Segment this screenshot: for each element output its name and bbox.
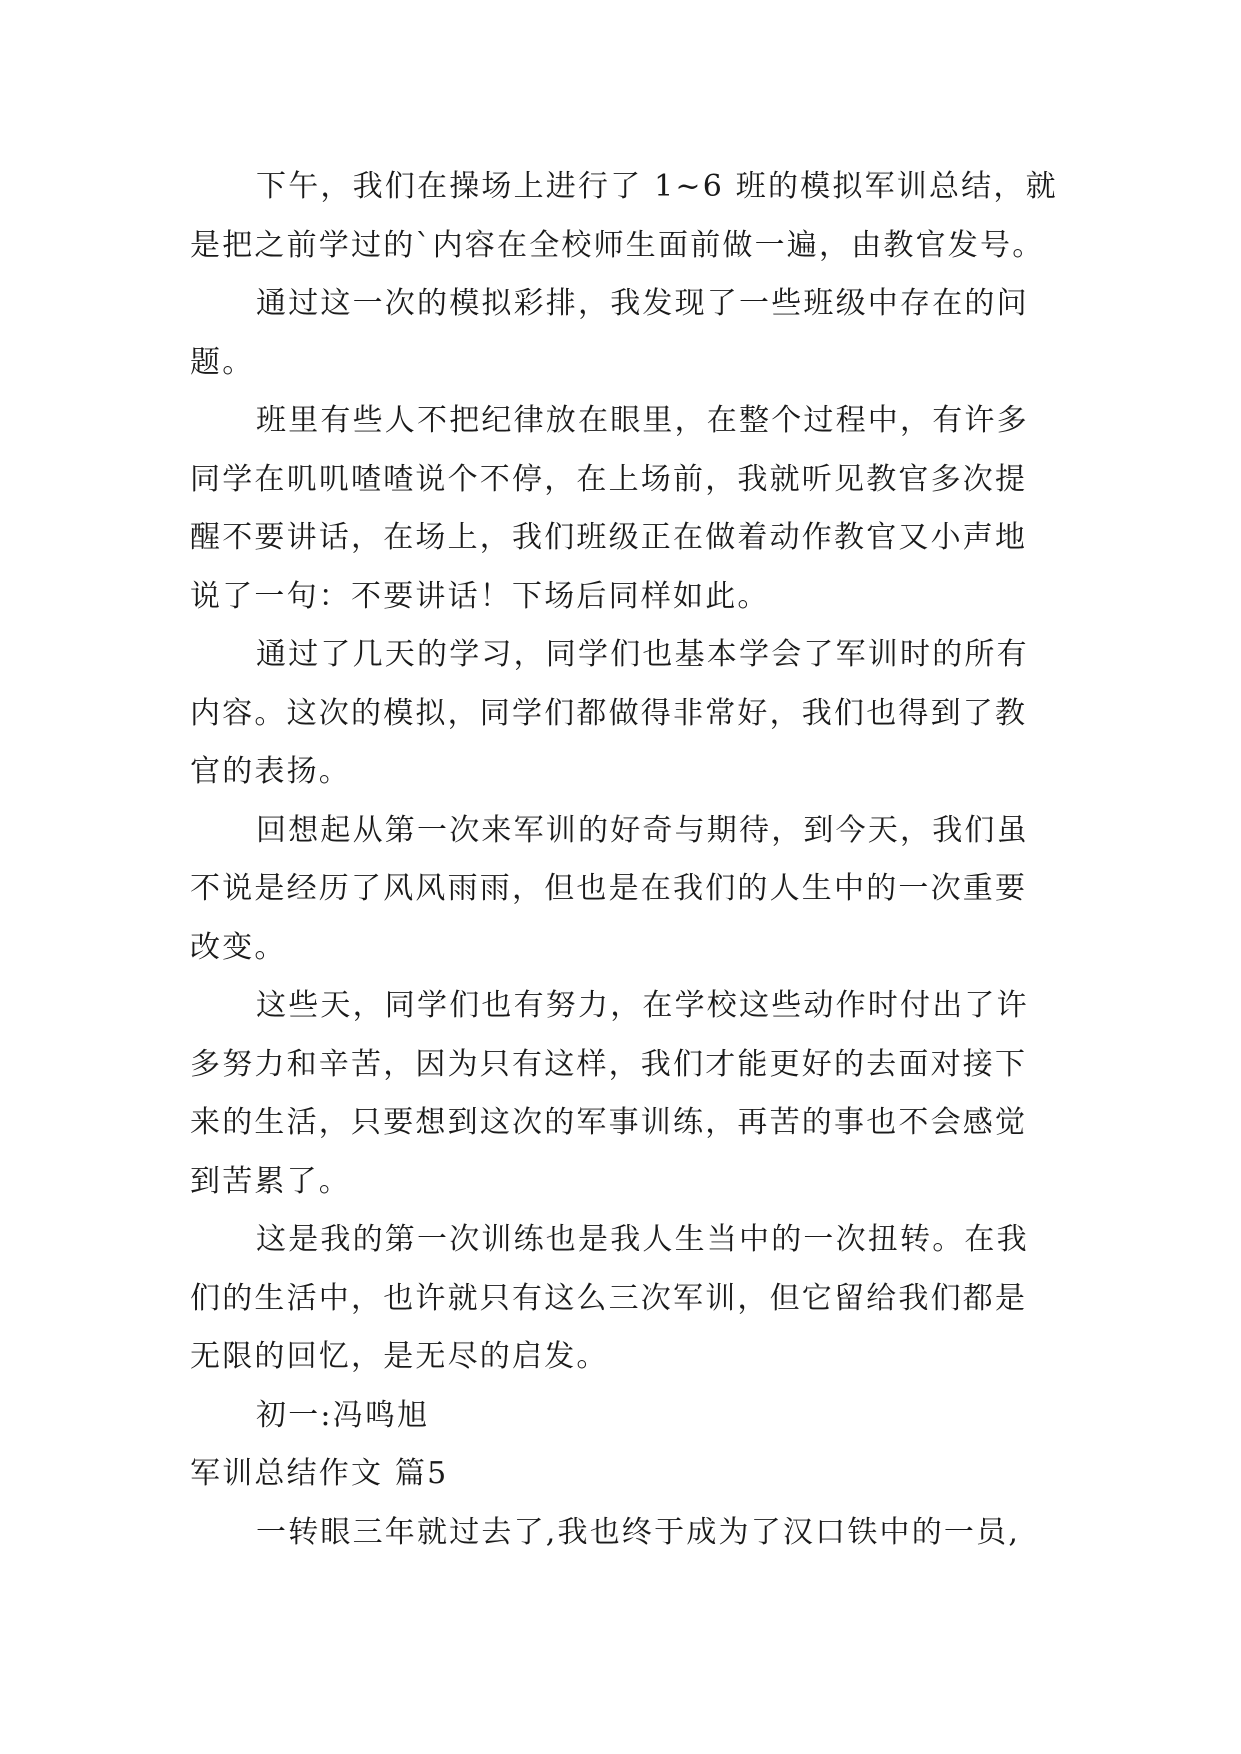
text-line: 们的生活中，也许就只有这么三次军训，但它留给我们都是: [190, 1280, 1028, 1316]
signature-line: 初一:冯鸣旭: [256, 1397, 430, 1433]
text-line: 改变。: [190, 929, 287, 965]
text-line: 题。: [190, 344, 255, 380]
text-line: 到苦累了。: [190, 1163, 351, 1199]
text-line: 一转眼三年就过去了,我也终于成为了汉口铁中的一员,: [256, 1514, 1021, 1550]
section-heading: 军训总结作文 篇5: [190, 1456, 449, 1491]
text-line: 下午，我们在操场上进行了 1~6 班的模拟军训总结，就: [256, 169, 1058, 204]
text-line: 多努力和辛苦，因为只有这样，我们才能更好的去面对接下: [190, 1046, 1028, 1082]
text-line: 班里有些人不把纪律放在眼里，在整个过程中，有许多: [256, 403, 1029, 438]
text-line: 醒不要讲话，在场上，我们班级正在做着动作教官又小声地: [190, 520, 1028, 555]
text-line: 官的表扬。: [190, 754, 351, 789]
text-line: 这是我的第一次训练也是我人生当中的一次扭转。在我: [256, 1222, 1029, 1257]
text-line: 同学在叽叽喳喳说个不停，在上场前，我就听见教官多次提: [190, 461, 1028, 497]
text-line: 内容。这次的模拟，同学们都做得非常好，我们也得到了教: [190, 695, 1028, 731]
text-line: 说了一句：不要讲话！下场后同样如此。: [190, 578, 770, 614]
text-line: 通过了几天的学习，同学们也基本学会了军训时的所有: [256, 637, 1029, 672]
text-line: 是把之前学过的`内容在全校师生面前做一遍，由教官发号。: [190, 227, 1045, 263]
text-line: 无限的回忆，是无尽的启发。: [190, 1339, 609, 1374]
text-line: 通过这一次的模拟彩排，我发现了一些班级中存在的问: [256, 286, 1029, 321]
text-line: 不说是经历了风风雨雨，但也是在我们的人生中的一次重要: [190, 871, 1028, 906]
document-body: [190, 158, 1070, 1562]
text-line: 来的生活，只要想到这次的军事训练，再苦的事也不会感觉: [190, 1105, 1028, 1140]
text-line: 这些天，同学们也有努力，在学校这些动作时付出了许: [256, 988, 1029, 1023]
text-line: 回想起从第一次来军训的好奇与期待，到今天，我们虽: [256, 812, 1029, 848]
